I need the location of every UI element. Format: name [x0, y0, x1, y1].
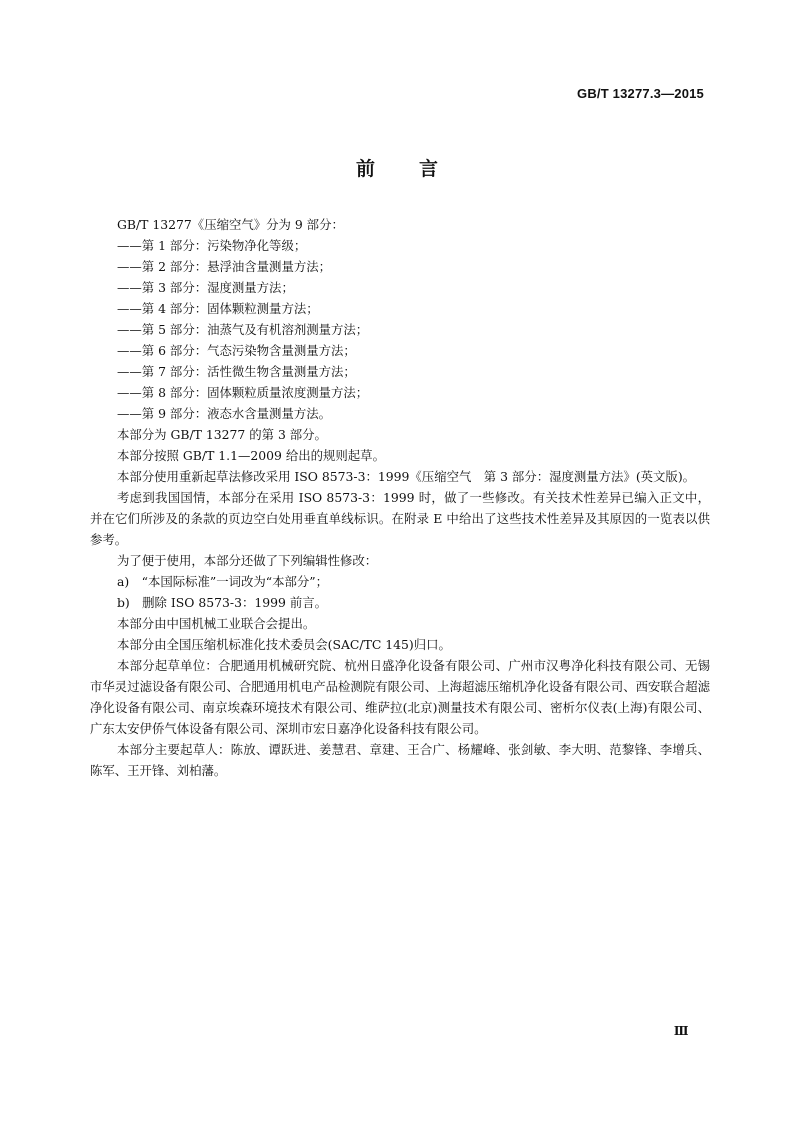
page-number: Ⅲ [673, 1024, 688, 1038]
paragraph: 为了便于使用，本部分还做了下列编辑性修改： [117, 553, 378, 568]
list-item: b) 删除 ISO 8573-3：1999 前言。 [117, 595, 327, 610]
paragraph: 本部分由中国机械工业联合会提出。 [117, 616, 316, 631]
list-item: ——第 9 部分：液态水含量测量方法。 [117, 406, 332, 421]
list-item: a) “本国际标准”一词改为“本部分”； [117, 574, 329, 589]
paragraph: 本部分使用重新起草法修改采用 ISO 8573-3：1999《压缩空气 第 3 部分：湿度测量方法》(英文版)。 [117, 469, 696, 484]
list-item: ——第 4 部分：固体颗粒测量方法； [117, 301, 319, 316]
list-item: ——第 3 部分：湿度测量方法； [117, 280, 294, 295]
paragraph: 本部分起草单位：合肥通用机械研究院、杭州日盛净化设备有限公司、广州市汉粤净化科技有限公司、无锡市华灵过滤设备有限公司、合肥通用机电产品检测院有限公司、上海超滤压缩机净化设备有限公司、西安联合超滤净化设备有限公司、南京埃森环境技术有限公司、维萨拉(北京)测量技术有限公司、密析尔仪表(上海)有限公司、广东太安伊侨气体设备有限公司、深圳市宏日嘉净化设备科技有限公司。 [90, 658, 710, 736]
title-char-2: 言 [419, 158, 439, 180]
list-item: ——第 5 部分：油蒸气及有机溶剂测量方法； [117, 322, 369, 337]
standard-number: GB/T 13277.3—2015 [577, 86, 704, 101]
paragraph: 本部分主要起草人：陈放、谭跃进、姜慧君、章建、王合广、杨耀峰、张剑敏、李大明、范黎锋、李增兵、陈军、王开锋、刘柏藩。 [90, 742, 710, 778]
list-item: ——第 7 部分：活性微生物含量测量方法； [117, 364, 356, 379]
paragraph: 考虑到我国国情，本部分在采用 ISO 8573-3：1999 时，做了一些修改。有关技术性差异已编入正文中，并在它们所涉及的条款的页边空白处用垂直单线标识。在附录 E 中给出了这些技术性差异及其原因的一览表以供参考。 [90, 490, 710, 547]
list-item: ——第 6 部分：气态污染物含量测量方法； [117, 343, 356, 358]
title-char-1: 前 [355, 158, 375, 180]
paragraph: 本部分为 GB/T 13277 的第 3 部分。 [117, 427, 327, 442]
list-item: ——第 8 部分：固体颗粒质量浓度测量方法； [117, 385, 369, 400]
document-body [90, 214, 710, 781]
paragraph: 本部分由全国压缩机标准化技术委员会(SAC/TC 145)归口。 [117, 637, 451, 652]
page-title [0, 154, 794, 181]
paragraph: 本部分按照 GB/T 1.1—2009 给出的规则起草。 [117, 448, 385, 463]
list-item: ——第 2 部分：悬浮油含量测量方法； [117, 259, 332, 274]
list-item: ——第 1 部分：污染物净化等级； [117, 238, 307, 253]
intro-paragraph: GB/T 13277《压缩空气》分为 9 部分： [117, 217, 344, 232]
